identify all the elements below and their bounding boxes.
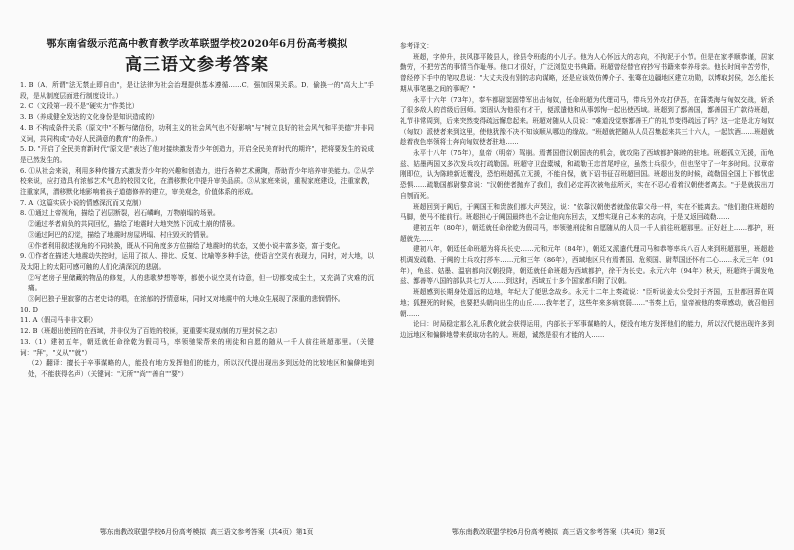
translation-paragraph: 建初八年，朝廷任命班超为将兵长史……元和元年（84年），朝廷又派遣代理司马和恭等率兵八百人来到班超那里，班超趁机调发疏勒、于阗的士兵攻打莎车……元和三年（86年），西域地区只有焉耆国、危须国、尉犁国还怀有二心……永元三年（91年），龟兹、姑墨、温宿都向汉朝投降，朝廷就任命班超为西域都护，徐干为长史。永元六年（94年）秋天，班超终于调发龟兹、鄯善等八国的部队共七万人……到这时，西域五十多个国家都归附了汉朝。	[400, 245, 774, 286]
page-title: 高三语文参考答案	[125, 55, 269, 75]
translation-paragraph: 永平十八年（75年），皇帝（明帝）驾崩。焉耆国借汉朝国丧的机会，就攻陷了西域都护陈睦的驻地。班超孤立无援，而龟兹、姑墨两国又多次发兵攻打疏勒国。班超守卫盘橐城，和疏勒王忠首尾呼应，虽然士兵很少，但也坚守了一年多时间。汉章帝刚即位，认为陈睦新近覆没，恐怕班超孤立无援，不能自保，就下诏书征召班超回国。班超出发的时候，疏勒国全国上下都忧虑恐惧……疏勒国都尉黎弇说："汉朝使者抛弃了我们，我们必定再次被龟兹所灭，实在不忍心看着汉朝使者离去。"于是就拔出刀自刎而死。	[400, 149, 774, 200]
exam-title: 鄂东南省级示范高中教育教学改革联盟学校2020年6月份高考模拟	[46, 39, 348, 50]
answer-item: 4. B 不构成条件关系（原文中"不断与储信份，功利主义的社会风气也不好影响"与"树立良好的社会风气和平美德"并非同义词，共同构成"办好人民满意的教育"的条件。）	[20, 123, 374, 143]
answer-item: ④作者利用叙述视角的不同转换，既从不同角度多方位描绘了地震时的状态，又使小说丰富多姿，富于变化。	[28, 241, 345, 250]
answer-item: 2. C（文段第一段不是"硬实力"作类比）	[20, 102, 139, 111]
translation-paragraph: 永平十六年（73年），奉车都尉窦固带军出击匈奴，任命班超为代理司马，带兵另外攻打伊吾，在蒲类海与匈奴交战，斩杀了很多敌人的首级后回师。窦固认为他很有才干，便派遣他和从事郭恂一起出使西域。班超到了鄯善国，鄯善国王广款待班超，礼节非常周到，后来突然变得疏远懈怠起来。班超对随从人员说："难道没觉察鄯善王广的礼节变得疏远了吗？这一定是北方匈奴（匈奴）派使者来到这里，使他犹豫不决不知该顺从哪边的缘故。"班超就把随从人员召集起来共三十六人，一起饮酒……班超就趁着夜色率领将士奔向匈奴使者驻地……	[400, 95, 774, 147]
answer-item: 6. ①从社会来说，利用多种传播方式激发青少年的兴趣和创造力，进行各种艺术熏陶，帮助青少年培养审美能力。②从学校来说，应打造具有浓郁艺术气息的校园文化，在潜移默化中提升审美品质。③从家庭来说，重视家庭建设，注重家教，注重家风，潜移默化地影响着孩子道德修养的建立，审美观念，价值体系的形成。	[20, 166, 374, 197]
answer-item: 7. A（这篇实质小说的情感深沉而又克制）	[20, 198, 146, 207]
page-footer-right: 鄂东南教改联盟学校6月份高考模拟 高三语文参考答案（共4页）第2页	[452, 528, 666, 536]
answer-item: 1. B（A．所谓"法无禁止即自由"，是让法律为社会治理提供基本遵循……C．强加因果关系。D．偷换一的"高大上"手段，是从制度层面进行制度设计。）	[20, 81, 374, 100]
answer-item: 9. ①作者在描述大地震动失控时，运用了拟人、排比、反复、比喻等多种手法，使语言空灵有表现力，同时，对大地，以及太阳上的太阳可感可触的人们化满深沉的悲剧。	[20, 252, 374, 271]
translation-paragraph: 论曰：时局稳定那么礼乐教化就会获得运用，内部长于军事谋略的人，便没有地方发挥他们的能力，所以汉代便出现许多到边远地区和偏僻地带来获取功名的人。班超，诚然是很有才能的人……	[400, 320, 774, 339]
translation-paragraph: 班超，字仲升，扶风郡平陵县人，徐县令班彪的小儿子。他为人心怀远大的志向，不拘泥于小节。但是在家孝顺恭谨，居家勤劳，不把劳苦的事情当作耻辱。他口才很好，广泛浏览史书典籍。班超曾经替官府抄写书籍来奉养母亲。他长时间辛苦劳作，曾经停下手中的笔叹息说："大丈夫没有别的志向谋略，还是应该效仿傅介子、张骞在边疆地区建立功勋，以博取封侯，怎么能长期从事笔墨之间的事呢？"	[400, 52, 774, 93]
section-heading: 参考译文：	[400, 42, 433, 50]
translation-paragraph: 建初五年（80年），朝廷就任命徐乾为假司马，率领驰刑徒和自愿随从的人员一千人前往班超那里。正好赶上……都护，班超就先……	[400, 223, 774, 243]
answer-item: （2）翻译：擅长于辛事谋略的人，能投有地方发挥他们的能力，所以汉代提出现出多到远处的比较地区和偏僻地到处，不能获得名声）（关键词："无所""尚""善自""要"）	[28, 359, 374, 378]
translation-paragraph: 班超回到于阗后，于阗国王和贵族们都大声哭泣，说："依靠汉朝使者就像依靠父母一样，实在不能离去。"他们抱住班超的马脚，使马不能前行。班超担心于阗国最终也不会让他向东回去，又想实现自己本来的志向，于是又返回疏勒……	[400, 202, 774, 222]
answer-list	[20, 80, 374, 380]
translation-paragraph: 班超感到长期身处遥远的边地，年纪大了便思念故乡。永元十二年上奏疏说："臣听说姜太公受封于齐国，五世都回葬在周地；狐狸死的时候，也要把头朝向出生的山丘……我年老了，这些年来多病衰弱……"书奏上后，皇帝被他的奏章感动，就召他回朝……	[400, 288, 774, 318]
answer-item: 3. B（养成健全发达的文化身份是知识造成的）	[20, 113, 159, 122]
answer-item: 10. D	[20, 305, 38, 314]
answer-item: 11. A（假司马非非文职）	[20, 316, 97, 325]
answer-item: 13.（1）建初五年，朝廷就任命徐乾为假司马，率领驰梁帮来的刑徒和自愿的随从一千人前往班超那里。（关键词："拜"，"义从""就"）	[20, 337, 374, 357]
page-footer-left: 鄂东南教改联盟学校6月份高考模拟 高三语文参考答案（共4页）第1页	[100, 528, 314, 536]
answer-item: ②通过孝者肩负的共同回忆，描绘了地震时大地突然下沉成土崩的情景。	[28, 220, 239, 229]
answer-item: 12. B（班超出使回的在西域，并非仅为了百姓的校匪，更重要实现劝制的万里封侯之志）	[20, 327, 282, 336]
left-page	[20, 20, 386, 520]
answer-item: 8. ①通过上帝视角，描绘了岩层断裂，岩石嶙峋，万物崩塌的场景。	[20, 209, 220, 218]
answer-item: ③通过阿巴的幻觉，描绘了地震时房屋坍塌、村庄毁灭的情景。	[28, 230, 213, 239]
answer-item: ③阿巴独子里寂寥的古老史诗的唱，在浓郁的抒情意味，同时又对地震中的大地众生展现了深重的悲悯情怀。	[28, 295, 345, 304]
answer-item: 5. D. "开启了全民美育新时代"原文是"表达了他对接续激发青少年创造力，开启全民美育时代的期许"，把将要发生的说成是已然发生的。	[20, 145, 374, 164]
answer-item: ②写老房子里储藏的物品的修复，人的悲歌梦想等等，都使小说空灵有诗意，但一切都变成尘土，又充满了灾难的沉痛。	[28, 273, 374, 293]
right-page	[394, 20, 774, 520]
